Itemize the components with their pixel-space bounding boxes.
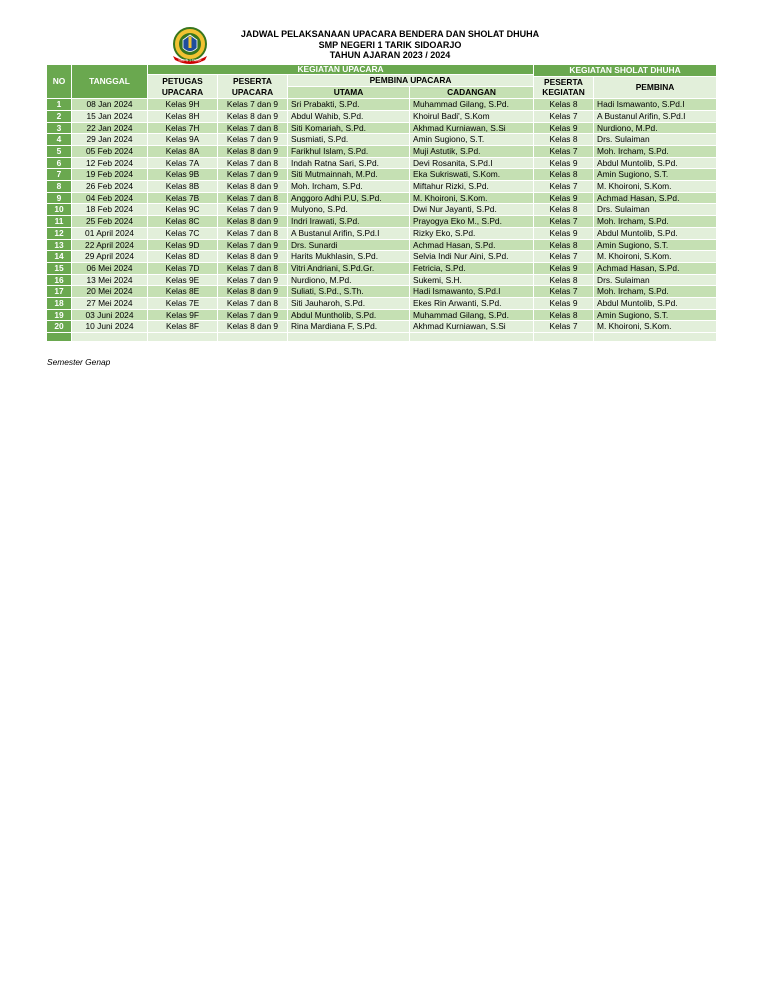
cell-tanggal: 04 Feb 2024: [72, 192, 148, 204]
table-row: [47, 309, 717, 321]
cell-peserta: Kelas 7 dan 8: [218, 157, 288, 169]
cell-pembina-sholat: Drs. Sulaiman: [594, 204, 717, 216]
cell-petugas: Kelas 9B: [148, 169, 218, 181]
cell-peserta-kegiatan: Kelas 9: [534, 192, 594, 204]
no: 13: [47, 239, 72, 251]
cell-petugas: Kelas 8C: [148, 216, 218, 228]
cell-pembina-sholat: Abdul Muntolib, S.Pd.: [594, 298, 717, 310]
header-petugas-upacara: PETUGAS UPACARA: [148, 75, 218, 99]
header-pembina-upacara: PEMBINA UPACARA: [288, 75, 534, 87]
cell-tanggal: 20 Mei 2024: [72, 286, 148, 298]
cell-pembina-sholat: Moh. Ircham, S.Pd.: [594, 216, 717, 228]
cell-pembina-utama: Suliati, S.Pd., S.Th.: [288, 286, 410, 298]
cell-peserta-kegiatan: Kelas 9: [534, 262, 594, 274]
cell-peserta-kegiatan: Kelas 9: [534, 157, 594, 169]
cell-pembina-utama: Drs. Sunardi: [288, 239, 410, 251]
no: 18: [47, 298, 72, 310]
cell-pembina-utama: Abdul Muntholib, S.Pd.: [288, 309, 410, 321]
no: 12: [47, 227, 72, 239]
no: 16: [47, 274, 72, 286]
cell-pembina-cadangan: Selvia Indi Nur Aini, S.Pd.: [410, 251, 534, 263]
cell-peserta-kegiatan: Kelas 7: [534, 110, 594, 122]
table-row: [47, 157, 717, 169]
cell-pembina-sholat: Drs. Sulaiman: [594, 134, 717, 146]
no: 10: [47, 204, 72, 216]
cell-peserta: Kelas 7 dan 8: [218, 298, 288, 310]
cell-petugas: Kelas 8A: [148, 145, 218, 157]
empty-cell: [594, 333, 717, 342]
empty-row: [47, 333, 717, 342]
document-titles: [220, 29, 560, 61]
cell-pembina-utama: Sri Prabakti, S.Pd.: [288, 99, 410, 111]
cell-petugas: Kelas 7C: [148, 227, 218, 239]
cell-petugas: Kelas 8B: [148, 181, 218, 193]
no: 1: [47, 99, 72, 111]
cell-pembina-sholat: Amin Sugiono, S.T.: [594, 309, 717, 321]
no: 11: [47, 216, 72, 228]
empty-cell: [288, 333, 410, 342]
cell-pembina-sholat: Achmad Hasan, S.Pd.: [594, 192, 717, 204]
cell-peserta-kegiatan: Kelas 8: [534, 204, 594, 216]
no: 14: [47, 251, 72, 263]
cell-tanggal: 18 Feb 2024: [72, 204, 148, 216]
table-row: [47, 145, 717, 157]
cell-peserta-kegiatan: Kelas 8: [534, 99, 594, 111]
cell-peserta: Kelas 8 dan 9: [218, 286, 288, 298]
table-row: [47, 262, 717, 274]
cell-peserta: Kelas 7 dan 9: [218, 309, 288, 321]
cell-pembina-utama: Indri Irawati, S.Pd.: [288, 216, 410, 228]
table-row: [47, 298, 717, 310]
cell-pembina-cadangan: Sukemi, S.H.: [410, 274, 534, 286]
cell-pembina-utama: Siti Jauharoh, S.Pd.: [288, 298, 410, 310]
cell-tanggal: 01 April 2024: [72, 227, 148, 239]
cell-pembina-cadangan: Miftahur Rizki, S.Pd.: [410, 181, 534, 193]
cell-pembina-sholat: Moh. Ircham, S.Pd.: [594, 286, 717, 298]
cell-peserta: Kelas 7 dan 9: [218, 274, 288, 286]
cell-petugas: Kelas 8F: [148, 321, 218, 333]
header-kegiatan-upacara: KEGIATAN UPACARA: [148, 65, 534, 75]
cell-tanggal: 08 Jan 2024: [72, 99, 148, 111]
cell-peserta-kegiatan: Kelas 7: [534, 321, 594, 333]
cell-peserta-kegiatan: Kelas 9: [534, 298, 594, 310]
cell-tanggal: 10 Juni 2024: [72, 321, 148, 333]
no: 9: [47, 192, 72, 204]
cell-pembina-cadangan: Muhammad Gilang, S.Pd.: [410, 99, 534, 111]
cell-peserta-kegiatan: Kelas 8: [534, 169, 594, 181]
cell-pembina-cadangan: Rizky Eko, S.Pd.: [410, 227, 534, 239]
cell-tanggal: 22 Jan 2024: [72, 122, 148, 134]
schedule-rows: [47, 99, 717, 342]
table-row: [47, 251, 717, 263]
cell-pembina-utama: A Bustanul Arifin, S.Pd.I: [288, 227, 410, 239]
cell-pembina-cadangan: Muhammad Gilang, S.Pd.: [410, 309, 534, 321]
no: 4: [47, 134, 72, 146]
no: 2: [47, 110, 72, 122]
header-utama: UTAMA: [288, 87, 410, 99]
school-emblem-icon: [169, 26, 211, 66]
table-row: [47, 134, 717, 146]
document-header: [0, 26, 768, 64]
cell-pembina-cadangan: Akhmad Kurniawan, S.Si: [410, 321, 534, 333]
empty-cell: [72, 333, 148, 342]
table-row: [47, 110, 717, 122]
no: 5: [47, 145, 72, 157]
cell-petugas: Kelas 9D: [148, 239, 218, 251]
table-row: [47, 274, 717, 286]
header-peserta-upacara: PESERTA UPACARA: [218, 75, 288, 99]
empty-cell: [148, 333, 218, 342]
cell-peserta: Kelas 7 dan 8: [218, 227, 288, 239]
cell-pembina-utama: Farikhul Islam, S.Pd.: [288, 145, 410, 157]
table-row: [47, 192, 717, 204]
no: 7: [47, 169, 72, 181]
cell-pembina-utama: Harits Mukhlasin, S.Pd.: [288, 251, 410, 263]
cell-petugas: Kelas 8E: [148, 286, 218, 298]
cell-peserta: Kelas 8 dan 9: [218, 251, 288, 263]
table-row: [47, 99, 717, 111]
cell-pembina-cadangan: Khoirul Badi', S.Kom: [410, 110, 534, 122]
cell-tanggal: 12 Feb 2024: [72, 157, 148, 169]
cell-peserta: Kelas 7 dan 9: [218, 99, 288, 111]
cell-pembina-cadangan: Hadi Ismawanto, S.Pd.I: [410, 286, 534, 298]
cell-peserta: Kelas 8 dan 9: [218, 216, 288, 228]
no: 3: [47, 122, 72, 134]
no: 19: [47, 309, 72, 321]
cell-peserta-kegiatan: Kelas 9: [534, 227, 594, 239]
table-row: [47, 286, 717, 298]
cell-pembina-cadangan: Akhmad Kurniawan, S.Si: [410, 122, 534, 134]
cell-tanggal: 05 Feb 2024: [72, 145, 148, 157]
cell-pembina-utama: Vitri Andriani, S.Pd.Gr.: [288, 262, 410, 274]
cell-petugas: Kelas 9A: [148, 134, 218, 146]
header-pembina: PEMBINA: [594, 76, 717, 98]
empty-cell: [47, 333, 72, 342]
cell-pembina-sholat: Amin Sugiono, S.T.: [594, 169, 717, 181]
cell-pembina-cadangan: Prayogya Eko M., S.Pd.: [410, 216, 534, 228]
cell-pembina-utama: Anggoro Adhi P.U, S.Pd.: [288, 192, 410, 204]
cell-pembina-utama: Susmiati, S.Pd.: [288, 134, 410, 146]
cell-peserta-kegiatan: Kelas 7: [534, 251, 594, 263]
cell-pembina-utama: Siti Mutmainnah, M.Pd.: [288, 169, 410, 181]
cell-tanggal: 15 Jan 2024: [72, 110, 148, 122]
semester-note: Semester Genap: [47, 357, 111, 367]
cell-peserta: Kelas 7 dan 8: [218, 122, 288, 134]
empty-cell: [534, 333, 594, 342]
cell-peserta: Kelas 8 dan 9: [218, 321, 288, 333]
no: 15: [47, 262, 72, 274]
cell-petugas: Kelas 7H: [148, 122, 218, 134]
table-row: [47, 204, 717, 216]
cell-pembina-sholat: Drs. Sulaiman: [594, 274, 717, 286]
cell-peserta: Kelas 7 dan 8: [218, 262, 288, 274]
cell-petugas: Kelas 8H: [148, 110, 218, 122]
cell-peserta: Kelas 8 dan 9: [218, 110, 288, 122]
cell-peserta: Kelas 7 dan 9: [218, 169, 288, 181]
cell-pembina-sholat: M. Khoironi, S.Kom.: [594, 321, 717, 333]
title-line-3: TAHUN AJARAN 2023 / 2024: [329, 50, 451, 60]
table-row: [47, 169, 717, 181]
table-row: [47, 216, 717, 228]
header-no: NO: [47, 65, 72, 99]
cell-petugas: Kelas 9H: [148, 99, 218, 111]
cell-pembina-cadangan: Devi Rosanita, S.Pd.I: [410, 157, 534, 169]
table-row: [47, 227, 717, 239]
cell-tanggal: 03 Juni 2024: [72, 309, 148, 321]
cell-pembina-utama: Mulyono, S.Pd.: [288, 204, 410, 216]
cell-pembina-cadangan: Muji Astutik, S.Pd.: [410, 145, 534, 157]
no: 17: [47, 286, 72, 298]
header-tanggal: TANGGAL: [72, 65, 148, 99]
cell-pembina-cadangan: Fetricia, S.Pd.: [410, 262, 534, 274]
cell-peserta-kegiatan: Kelas 7: [534, 145, 594, 157]
title-line-1: JADWAL PELAKSANAAN UPACARA BENDERA DAN SHOLAT DHUHA: [240, 29, 540, 39]
header-cadangan: CADANGAN: [410, 87, 534, 99]
cell-peserta-kegiatan: Kelas 8: [534, 309, 594, 321]
cell-pembina-sholat: Hadi Ismawanto, S.Pd.I: [594, 99, 717, 111]
cell-pembina-sholat: A Bustanul Arifin, S.Pd.I: [594, 110, 717, 122]
cell-tanggal: 22 April 2024: [72, 239, 148, 251]
cell-petugas: Kelas 9C: [148, 204, 218, 216]
cell-peserta-kegiatan: Kelas 7: [534, 216, 594, 228]
no: 8: [47, 181, 72, 193]
cell-peserta: Kelas 8 dan 9: [218, 145, 288, 157]
empty-cell: [410, 333, 534, 342]
cell-pembina-sholat: Amin Sugiono, S.T.: [594, 239, 717, 251]
table-row: [47, 239, 717, 251]
cell-pembina-utama: Siti Komariah, S.Pd.: [288, 122, 410, 134]
cell-pembina-sholat: Nurdiono, M.Pd.: [594, 122, 717, 134]
cell-petugas: Kelas 7A: [148, 157, 218, 169]
cell-tanggal: 06 Mei 2024: [72, 262, 148, 274]
cell-peserta: Kelas 7 dan 9: [218, 204, 288, 216]
empty-cell: [218, 333, 288, 342]
cell-pembina-sholat: Abdul Muntolib, S.Pd.: [594, 157, 717, 169]
table-row: [47, 321, 717, 333]
cell-petugas: Kelas 7D: [148, 262, 218, 274]
cell-pembina-sholat: M. Khoironi, S.Kom.: [594, 251, 717, 263]
cell-peserta-kegiatan: Kelas 8: [534, 239, 594, 251]
cell-pembina-utama: Rina Mardiana F, S.Pd.: [288, 321, 410, 333]
cell-peserta: Kelas 7 dan 9: [218, 239, 288, 251]
table-row: [47, 181, 717, 193]
cell-pembina-cadangan: Amin Sugiono, S.T.: [410, 134, 534, 146]
cell-pembina-cadangan: Achmad Hasan, S.Pd.: [410, 239, 534, 251]
cell-pembina-utama: Nurdiono, M.Pd.: [288, 274, 410, 286]
cell-petugas: Kelas 9E: [148, 274, 218, 286]
cell-peserta-kegiatan: Kelas 8: [534, 134, 594, 146]
cell-pembina-cadangan: Dwi Nur Jayanti, S.Pd.: [410, 204, 534, 216]
cell-peserta-kegiatan: Kelas 7: [534, 181, 594, 193]
cell-pembina-utama: Moh. Ircham, S.Pd.: [288, 181, 410, 193]
cell-pembina-sholat: Abdul Muntolib, S.Pd.: [594, 227, 717, 239]
cell-pembina-utama: Abdul Wahib, S.Pd.: [288, 110, 410, 122]
title-line-2: SMP NEGERI 1 TARIK SIDOARJO: [318, 39, 462, 50]
cell-tanggal: 13 Mei 2024: [72, 274, 148, 286]
cell-petugas: Kelas 7E: [148, 298, 218, 310]
cell-tanggal: 27 Mei 2024: [72, 298, 148, 310]
cell-pembina-sholat: M. Khoironi, S.Kom.: [594, 181, 717, 193]
svg-text:SMPN 1 TARIK: SMPN 1 TARIK: [178, 58, 202, 63]
cell-tanggal: 19 Feb 2024: [72, 169, 148, 181]
cell-peserta: Kelas 8 dan 9: [218, 181, 288, 193]
cell-tanggal: 29 Jan 2024: [72, 134, 148, 146]
cell-tanggal: 29 April 2024: [72, 251, 148, 263]
cell-pembina-sholat: Moh. Ircham, S.Pd.: [594, 145, 717, 157]
cell-tanggal: 26 Feb 2024: [72, 181, 148, 193]
cell-pembina-sholat: Achmad Hasan, S.Pd.: [594, 262, 717, 274]
header-kegiatan-sholat: KEGIATAN SHOLAT DHUHA: [534, 65, 717, 77]
cell-peserta-kegiatan: Kelas 9: [534, 122, 594, 134]
cell-peserta-kegiatan: Kelas 8: [534, 274, 594, 286]
schedule-table: [46, 64, 717, 342]
cell-tanggal: 25 Feb 2024: [72, 216, 148, 228]
cell-pembina-cadangan: M. Khoironi, S.Kom.: [410, 192, 534, 204]
cell-peserta: Kelas 7 dan 9: [218, 134, 288, 146]
table-row: [47, 122, 717, 134]
cell-pembina-cadangan: Eka Sukriswati, S.Kom.: [410, 169, 534, 181]
cell-pembina-utama: Indah Ratna Sari, S.Pd.: [288, 157, 410, 169]
cell-peserta-kegiatan: Kelas 7: [534, 286, 594, 298]
no: 20: [47, 321, 72, 333]
cell-peserta: Kelas 7 dan 8: [218, 192, 288, 204]
header-peserta-kegiatan: PESERTA KEGIATAN: [534, 76, 594, 98]
cell-petugas: Kelas 7B: [148, 192, 218, 204]
cell-pembina-cadangan: Ekes Rin Arwanti, S.Pd.: [410, 298, 534, 310]
cell-petugas: Kelas 9F: [148, 309, 218, 321]
no: 6: [47, 157, 72, 169]
cell-petugas: Kelas 8D: [148, 251, 218, 263]
